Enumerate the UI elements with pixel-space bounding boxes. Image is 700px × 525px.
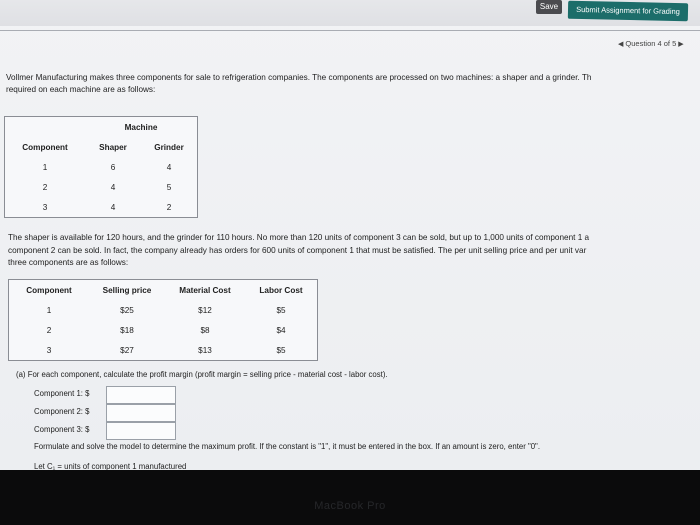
constraints-line-2: component 2 can be sold. In fact, the company already has orders for 600 units of component 1 that must be satisfied. The per unit selling price and per unit var (8, 245, 587, 255)
triangle-right-icon[interactable]: ▶ (678, 41, 684, 48)
table-cell: $18 (120, 325, 134, 335)
table-row (9, 320, 318, 340)
laptop-bezel-label: MacBook Pro (314, 500, 386, 512)
constraints-line-3: three components are as follows: (8, 258, 129, 267)
table-cell: 3 (46, 345, 52, 355)
constraints-line-1: The shaper is available for 120 hours, and the grinder for 110 hours. No more than 120 units of component 3 can be sold, but up to 1,000 units of component 1 a (8, 233, 590, 242)
table-cell: 1 (46, 305, 52, 315)
variable-definition: Let C₁ = units of component 1 manufactured (34, 462, 187, 470)
table-cell: $5 (276, 345, 286, 355)
question-navigation (616, 39, 686, 48)
col-header-component: Component (26, 285, 72, 295)
machine-group-header: Machine (124, 122, 158, 132)
table-cell: 2 (46, 325, 52, 335)
table-cell: $4 (276, 325, 286, 335)
question-nav-label: Question 4 of 5 (625, 39, 677, 48)
col-header-labor-cost: Labor Cost (259, 285, 303, 295)
cost-table (8, 279, 318, 361)
component-1-label: Component 1: $ (34, 389, 90, 398)
table-row (5, 197, 198, 218)
col-header-shaper: Shaper (99, 142, 127, 152)
machine-hours-table (4, 116, 198, 218)
constraints-text (8, 232, 700, 270)
table-cell: $12 (198, 305, 212, 315)
table-cell: $27 (120, 345, 134, 355)
table-cell: 2 (42, 182, 48, 192)
part-a-question: (a) For each component, calculate the profit margin (profit margin = selling price - material cost - labor cost). (16, 370, 388, 379)
triangle-left-icon[interactable]: ◀ (618, 41, 624, 48)
table-row (9, 300, 318, 320)
intro-text (6, 72, 700, 96)
table-cell: 4 (110, 202, 116, 212)
submit-assignment-button[interactable]: Submit Assignment for Grading (568, 1, 688, 22)
formulate-instructions: Formulate and solve the model to determine the maximum profit. If the constant is "1", it must be entered in the box. If an amount is zero, enter "0". (34, 442, 540, 451)
table-cell: 2 (166, 202, 172, 212)
table-cell: $8 (200, 325, 210, 335)
col-header-material-cost: Material Cost (179, 285, 231, 295)
top-toolbar (0, 0, 700, 26)
table-row (9, 340, 318, 361)
table-cell: 6 (110, 162, 116, 172)
component-3-input[interactable] (106, 422, 176, 440)
col-header-component: Component (22, 142, 68, 152)
table-cell: 4 (110, 182, 116, 192)
table-cell: 1 (42, 162, 48, 172)
table-cell: $25 (120, 305, 134, 315)
table-cell: 3 (42, 202, 48, 212)
table-row (5, 157, 198, 177)
col-header-grinder: Grinder (154, 142, 184, 152)
table-cell: 5 (166, 182, 172, 192)
col-header-selling-price: Selling price (102, 285, 152, 295)
intro-line-2: required on each machine are as follows: (6, 85, 156, 94)
component-1-input[interactable] (106, 386, 176, 404)
intro-line-1: Vollmer Manufacturing makes three components for sale to refrigeration companies. The components are processed on two machines: a shaper and a grinder. Th (6, 73, 592, 82)
component-2-label: Component 2: $ (34, 407, 90, 416)
table-cell: $13 (198, 345, 212, 355)
save-button[interactable]: Save (536, 0, 562, 14)
table-row (5, 177, 198, 197)
component-3-label: Component 3: $ (34, 425, 90, 434)
table-cell: $5 (276, 305, 286, 315)
divider (0, 30, 700, 31)
table-cell: 4 (166, 162, 172, 172)
component-2-input[interactable] (106, 404, 176, 422)
